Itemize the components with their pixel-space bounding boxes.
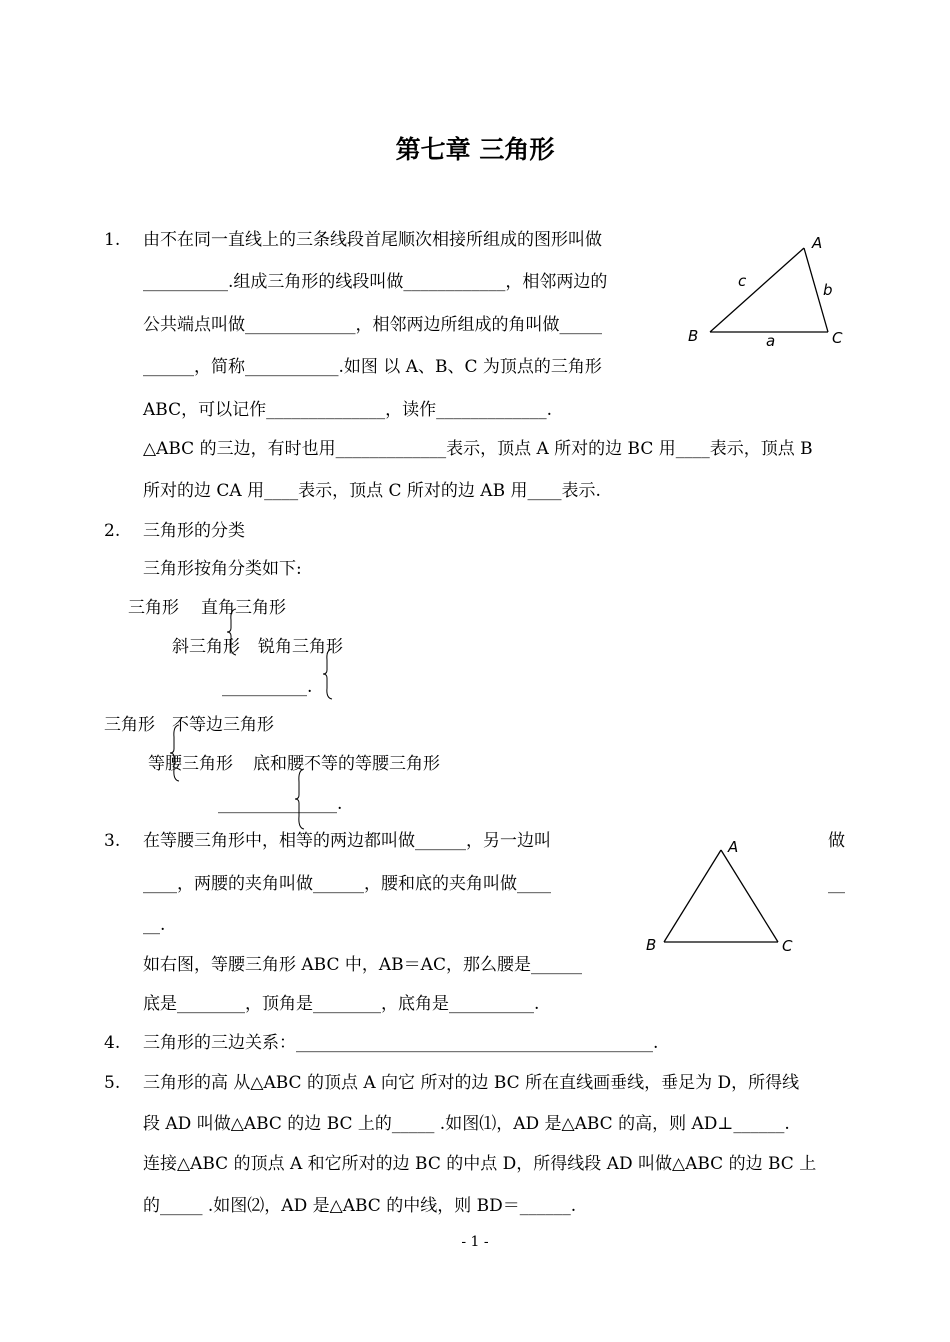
- q1-line-7: 所对的边 CA 用____表示，顶点 C 所对的边 AB 用____表示.: [143, 481, 601, 501]
- q2-by-angle: 三角形按角分类如下:: [143, 559, 302, 579]
- tree1-brace-1: [225, 608, 239, 656]
- page-number: - 1 -: [461, 1234, 489, 1250]
- triangle-figure-1: [680, 228, 860, 358]
- q1-line-5: ABC，可以记作______________，读作_____________.: [143, 400, 552, 420]
- q5-line-2: 段 AD 叫做△ABC 的边 BC 上的_____ .如图⑴，AD 是△ABC 的高，则 AD⊥______.: [143, 1114, 790, 1134]
- page-title: 第七章 三角形: [395, 135, 555, 164]
- tree1-blank: __________.: [222, 677, 313, 697]
- q2-number: 2.: [104, 521, 121, 541]
- tree1-brace-2: [321, 648, 335, 700]
- q1-line-6: △ABC 的三边，有时也用_____________表示，顶点 A 所对的边 BC 用____表示，顶点 B: [143, 439, 813, 459]
- fig2-label-B: B: [646, 936, 657, 954]
- fig1-side-c: [710, 248, 804, 332]
- fig1-label-c: c: [738, 272, 747, 290]
- q1-line-3: 公共端点叫做_____________，相邻两边所组成的角叫做_____: [143, 315, 602, 335]
- q3-line-1-end: 做: [828, 831, 845, 851]
- q5-line-3: 连接△ABC 的顶点 A 和它所对的边 BC 的中点 D，所得线段 AD 叫做△ABC 的边 BC 上: [143, 1154, 817, 1174]
- tree1-acute-triangle: 锐角三角形: [258, 637, 343, 657]
- triangle-figure-2: [640, 832, 810, 958]
- fig2-side-AC: [721, 850, 778, 942]
- q3-line-2-end: __: [828, 874, 845, 894]
- q4-text: 三角形的三边关系：__________________________________________.: [143, 1033, 659, 1053]
- tree2-brace-1: [168, 724, 182, 782]
- fig1-label-a: a: [766, 332, 776, 350]
- fig1-label-C: C: [832, 329, 843, 347]
- fig1-label-B: B: [688, 327, 699, 345]
- q1-line-4: ______，简称___________.如图 以 A、B、C 为顶点的三角形: [143, 357, 602, 377]
- fig1-label-b: b: [823, 281, 833, 299]
- q1-line-2: __________.组成三角形的线段叫做____________，相邻两边的: [143, 272, 608, 292]
- q1-line-1: 由不在同一直线上的三条线段首尾顺次相接所组成的图形叫做: [143, 230, 602, 250]
- q3-number: 3.: [104, 831, 121, 851]
- tree2-unequal-isosceles: 底和腰不等的等腰三角形: [253, 754, 440, 774]
- fig2-label-A: A: [728, 838, 739, 856]
- tree2-scalene: 不等边三角形: [172, 715, 274, 735]
- q3-line-1: 在等腰三角形中，相等的两边都叫做______，另一边叫: [143, 831, 551, 851]
- fig1-label-A: A: [812, 234, 823, 252]
- tree1-right-triangle: 直角三角形: [201, 598, 286, 618]
- q2-title: 三角形的分类: [143, 521, 245, 541]
- tree2-isosceles: 等腰三角形: [148, 754, 233, 774]
- q3-line-5: 底是________，顶角是________，底角是__________.: [143, 994, 540, 1014]
- tree2-blank: ______________.: [218, 794, 343, 814]
- q1-number: 1.: [104, 230, 121, 250]
- q4-number: 4.: [104, 1033, 121, 1053]
- tree2-brace-2: [293, 768, 307, 830]
- q5-line-4: 的_____ .如图⑵，AD 是△ABC 的中线，则 BD＝______.: [143, 1196, 577, 1216]
- tree1-root: 三角形: [128, 598, 179, 618]
- q3-line-2: ____，两腰的夹角叫做______，腰和底的夹角叫做____: [143, 874, 551, 894]
- fig2-side-AB: [664, 850, 721, 942]
- q3-line-3: __.: [143, 915, 166, 935]
- tree2-root: 三角形: [104, 715, 155, 735]
- q5-number: 5.: [104, 1073, 121, 1093]
- tree1-oblique-triangle: 斜三角形: [172, 637, 240, 657]
- q5-line-1: 三角形的高 从△ABC 的顶点 A 向它 所对的边 BC 所在直线画垂线，垂足为 D，所得线: [143, 1073, 800, 1093]
- q3-line-4: 如右图，等腰三角形 ABC 中，AB＝AC，那么腰是______: [143, 955, 582, 975]
- fig2-label-C: C: [782, 937, 793, 955]
